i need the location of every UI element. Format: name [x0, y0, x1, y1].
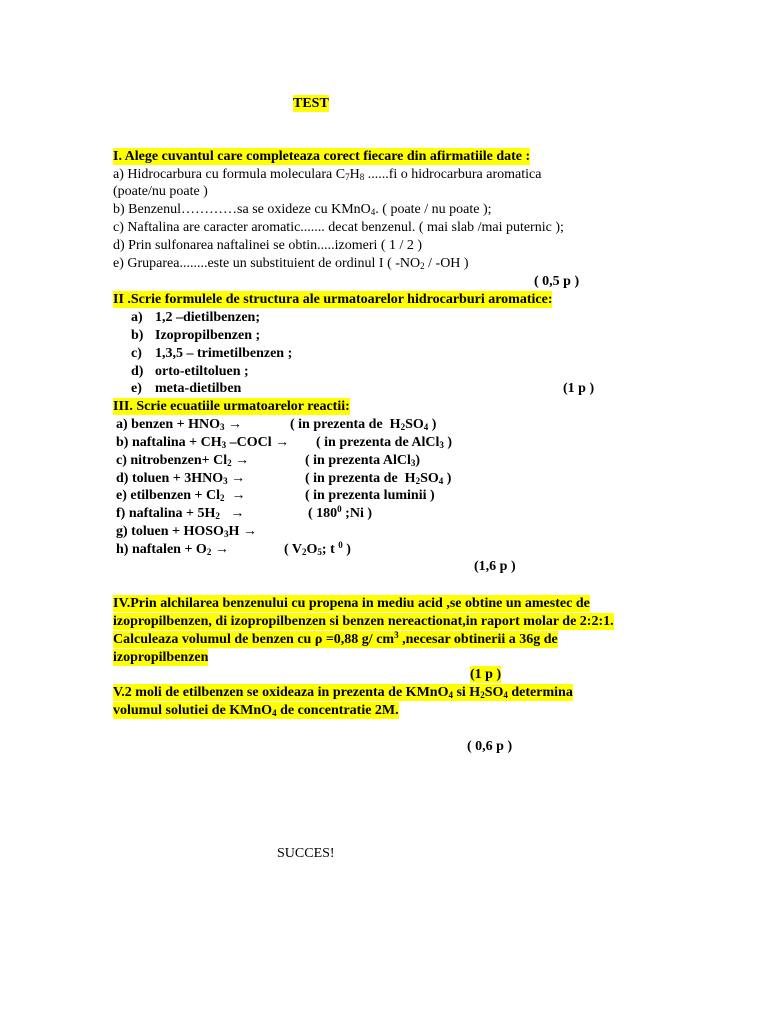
reaction-a: a) benzen + $HNO_3$ → [116, 417, 243, 432]
section-1-heading: I. Alege cuvantul care completeaza corect fiecare din afirmatiile date : [113, 149, 531, 164]
reaction-a-cond: ( in prezenta de $H_2SO_4$ ) [290, 417, 437, 432]
reaction-f: f) naftalina + $5H_2$ → [116, 506, 245, 521]
section-5-points: ( 0,6 p ) [467, 739, 513, 754]
section-2-item: c) 1,3,5 – trimetilbenzen ; [131, 346, 293, 361]
section-5-line-1: V.2 moli de etilbenzen se oxideaza in prezenta de KMnO$_4$ si $H_2SO_4$ determina [113, 685, 573, 700]
section-1-item-b: b) Benzenul…………sa se oxideze cu KMnO$_4$. ( poate / nu poate ); [113, 202, 492, 217]
section-2-item: a) 1,2 –dietilbenzen; [131, 310, 260, 325]
section-2-heading: II .Scrie formulele de structura ale urmatoarelor hidrocarburi aromatice: [113, 292, 553, 307]
reaction-e-cond: ( in prezenta luminii ) [305, 488, 435, 503]
section-2-item: e) meta-dietilben [131, 381, 242, 396]
reaction-e: e) etilbenzen + $Cl_2$ → [116, 488, 246, 503]
section-5-line-2: volumul solutiei de KMnO$_4$ de concentratie 2M. [113, 703, 399, 718]
section-2-points: (1 p ) [563, 381, 595, 396]
section-1-item-e: e) Gruparea........este un substituient de ordinul I ( $-NO_2 / -OH$ ) [113, 256, 469, 271]
reaction-c-cond: ( in prezenta AlCl$_3$) [305, 453, 421, 468]
reaction-d: d) toluen + $3HNO_3$ → [116, 471, 246, 486]
section-3-heading: III. Scrie ecuatiile urmatoarelor reactii: [113, 399, 350, 414]
reaction-f-cond: ( $180^0$ ;Ni ) [308, 504, 372, 521]
reaction-h-cond: ( $V_2O_5$; t $^0$ ) [284, 540, 351, 557]
reaction-c: c) nitrobenzen+ $Cl_2$ → [116, 453, 250, 468]
test-title: TEST [293, 96, 329, 111]
section-4-points: (1 p ) [470, 667, 502, 682]
section-4-line-2: izopropilbenzen, di izopropilbenzen si benzen nereactionat,in raport molar de 2:2:1. [113, 614, 614, 629]
section-4-line-3: Calculeaza volumul de benzen cu ρ =0,88 g/ $cm^3$ ,necesar obtinerii a 36g de [113, 630, 558, 647]
reaction-h: h) naftalen + $O_2$ → [116, 542, 229, 557]
section-2-item: b) Izopropilbenzen ; [131, 328, 261, 343]
reaction-d-cond: ( in prezenta de $H_2SO_4$ ) [305, 471, 452, 486]
section-4-line-4: izopropilbenzen [113, 650, 209, 665]
closing-text: SUCCES! [277, 846, 335, 861]
section-1-item-d: d) Prin sulfonarea naftalinei se obtin.....izomeri ( 1 / 2 ) [113, 238, 423, 253]
reaction-b: b) naftalina + $CH_3$ –COCl → [116, 435, 290, 450]
reaction-g: g) toluen + $HOSO_3H$ → [116, 524, 257, 539]
section-1-item-a: a) Hidrocarbura cu formula moleculara $C_7H_8$ ......fi o hidrocarbura aromatica [113, 167, 542, 182]
section-2-item: d) orto-etiltoluen ; [131, 364, 249, 379]
section-1-item-a-cont: (poate/nu poate ) [113, 184, 208, 199]
reaction-b-cond: ( in prezenta de AlCl$_3$ ) [316, 435, 453, 450]
section-1-item-c: c) Naftalina are caracter aromatic....... decat benzenul. ( mai slab /mai puternic ); [113, 220, 564, 235]
section-3-points: (1,6 p ) [474, 559, 516, 574]
section-4-line-1: IV.Prin alchilarea benzenului cu propena in mediu acid ,se obtine un amestec de [113, 596, 590, 611]
section-1-points: ( 0,5 p ) [534, 274, 580, 289]
